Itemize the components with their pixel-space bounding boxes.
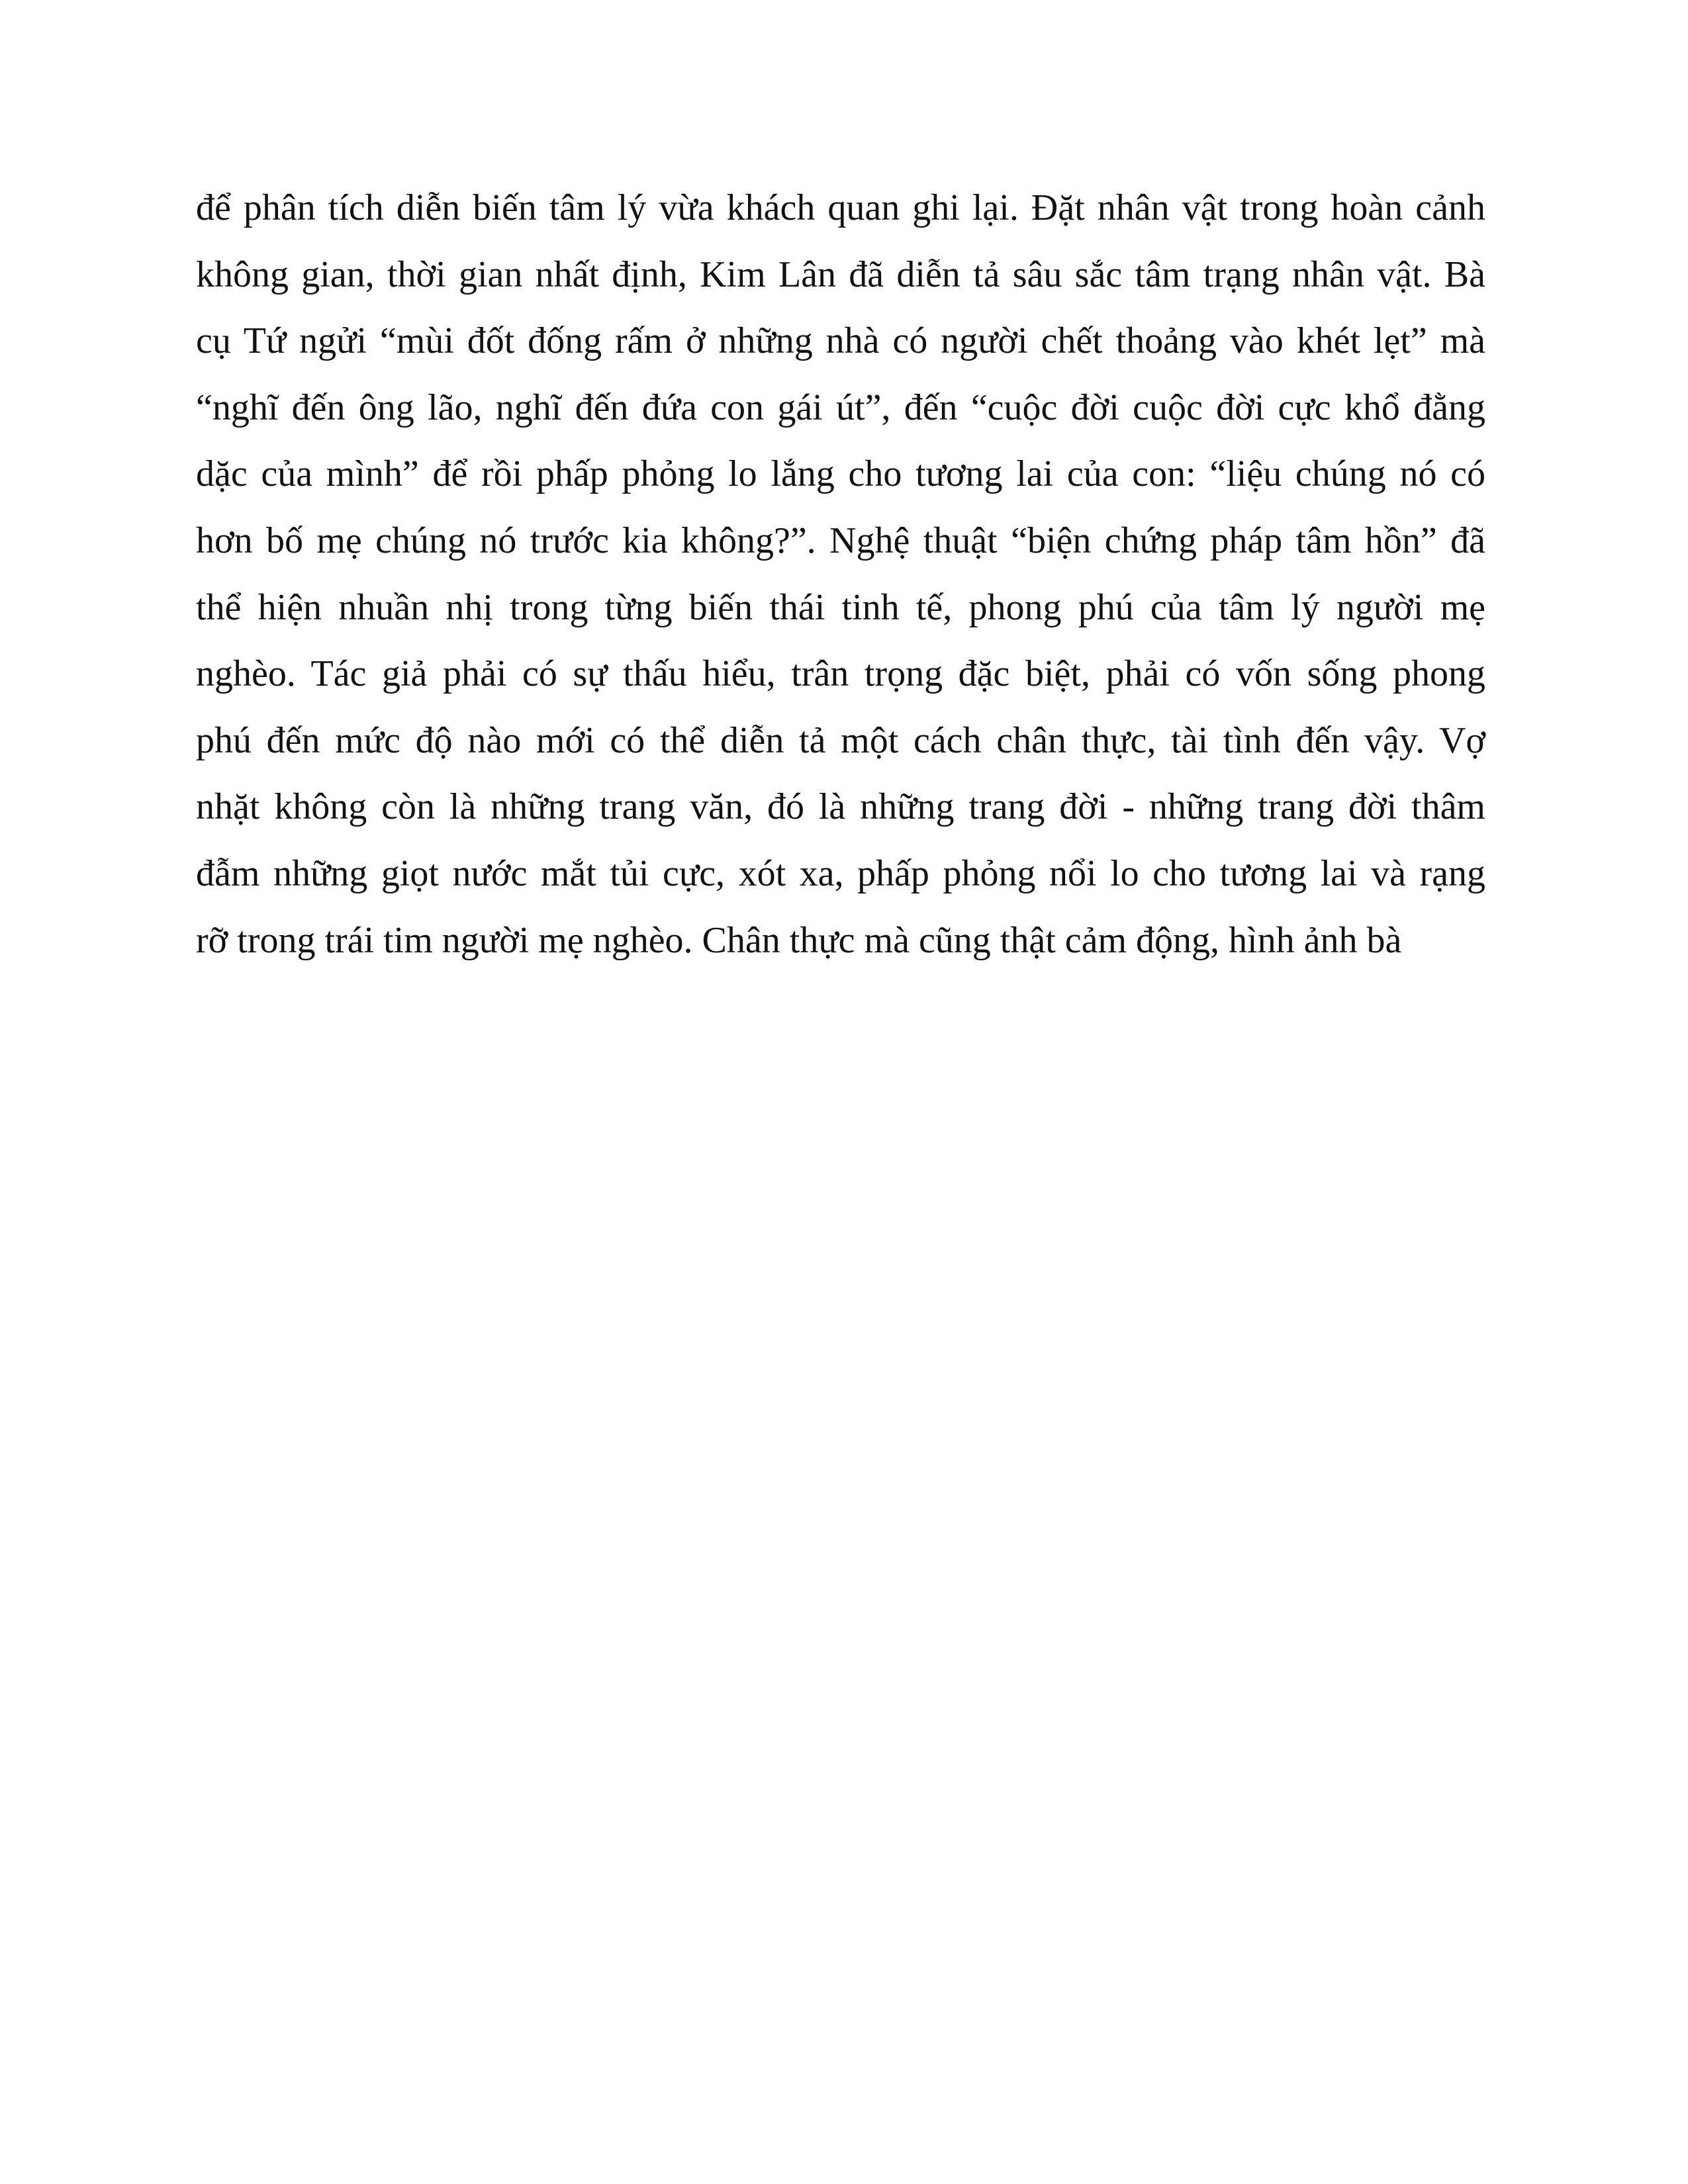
text-line-6: hơn bố mẹ chúng nó trước kia không?”. Nghệ thuật “biện chứng pháp tâm hồn” đã xyxy=(196,520,1485,561)
text-line-4: “nghĩ đến ông lão, nghĩ đến đứa con gái út”, đến “cuộc đời cuộc đời cực khổ đằng xyxy=(196,387,1485,428)
text-line-11: đẫm những giọt nước mắt tủi cực, xót xa, phấp phỏng nổi lo cho tương lai và rạng xyxy=(196,852,1485,894)
text-line-1: để phân tích diễn biến tâm lý vừa khách quan ghi lại. Đặt nhân vật trong hoàn cảnh xyxy=(196,187,1485,228)
text-line-8: nghèo. Tác giả phải có sự thấu hiểu, trân trọng đặc biệt, phải có vốn sống phong xyxy=(196,653,1485,695)
text-line-9: phú đến mức độ nào mới có thể diễn tả một cách chân thực, tài tình đến vậy. Vợ xyxy=(196,719,1485,761)
text-line-5: dặc của mình” để rồi phấp phỏng lo lắng cho tương lai của con: “liệu chúng nó có xyxy=(196,453,1485,495)
text-line-12: rỡ trong trái tim người mẹ nghèo. Chân thực mà cũng thật cảm động, hình ảnh bà xyxy=(196,919,1402,961)
text-line-2: không gian, thời gian nhất định, Kim Lân đã diễn tả sâu sắc tâm trạng nhân vật. Bà xyxy=(196,253,1485,295)
text-line-7: thể hiện nhuần nhị trong từng biến thái tinh tế, phong phú của tâm lý người mẹ xyxy=(196,586,1485,628)
text-line-3: cụ Tứ ngửi “mùi đốt đống rấm ở những nhà có người chết thoảng vào khét lẹt” mà xyxy=(196,320,1485,362)
body-paragraph xyxy=(196,175,1485,974)
text-line-10: nhặt không còn là những trang văn, đó là những trang đời - những trang đời thâm xyxy=(196,786,1485,828)
